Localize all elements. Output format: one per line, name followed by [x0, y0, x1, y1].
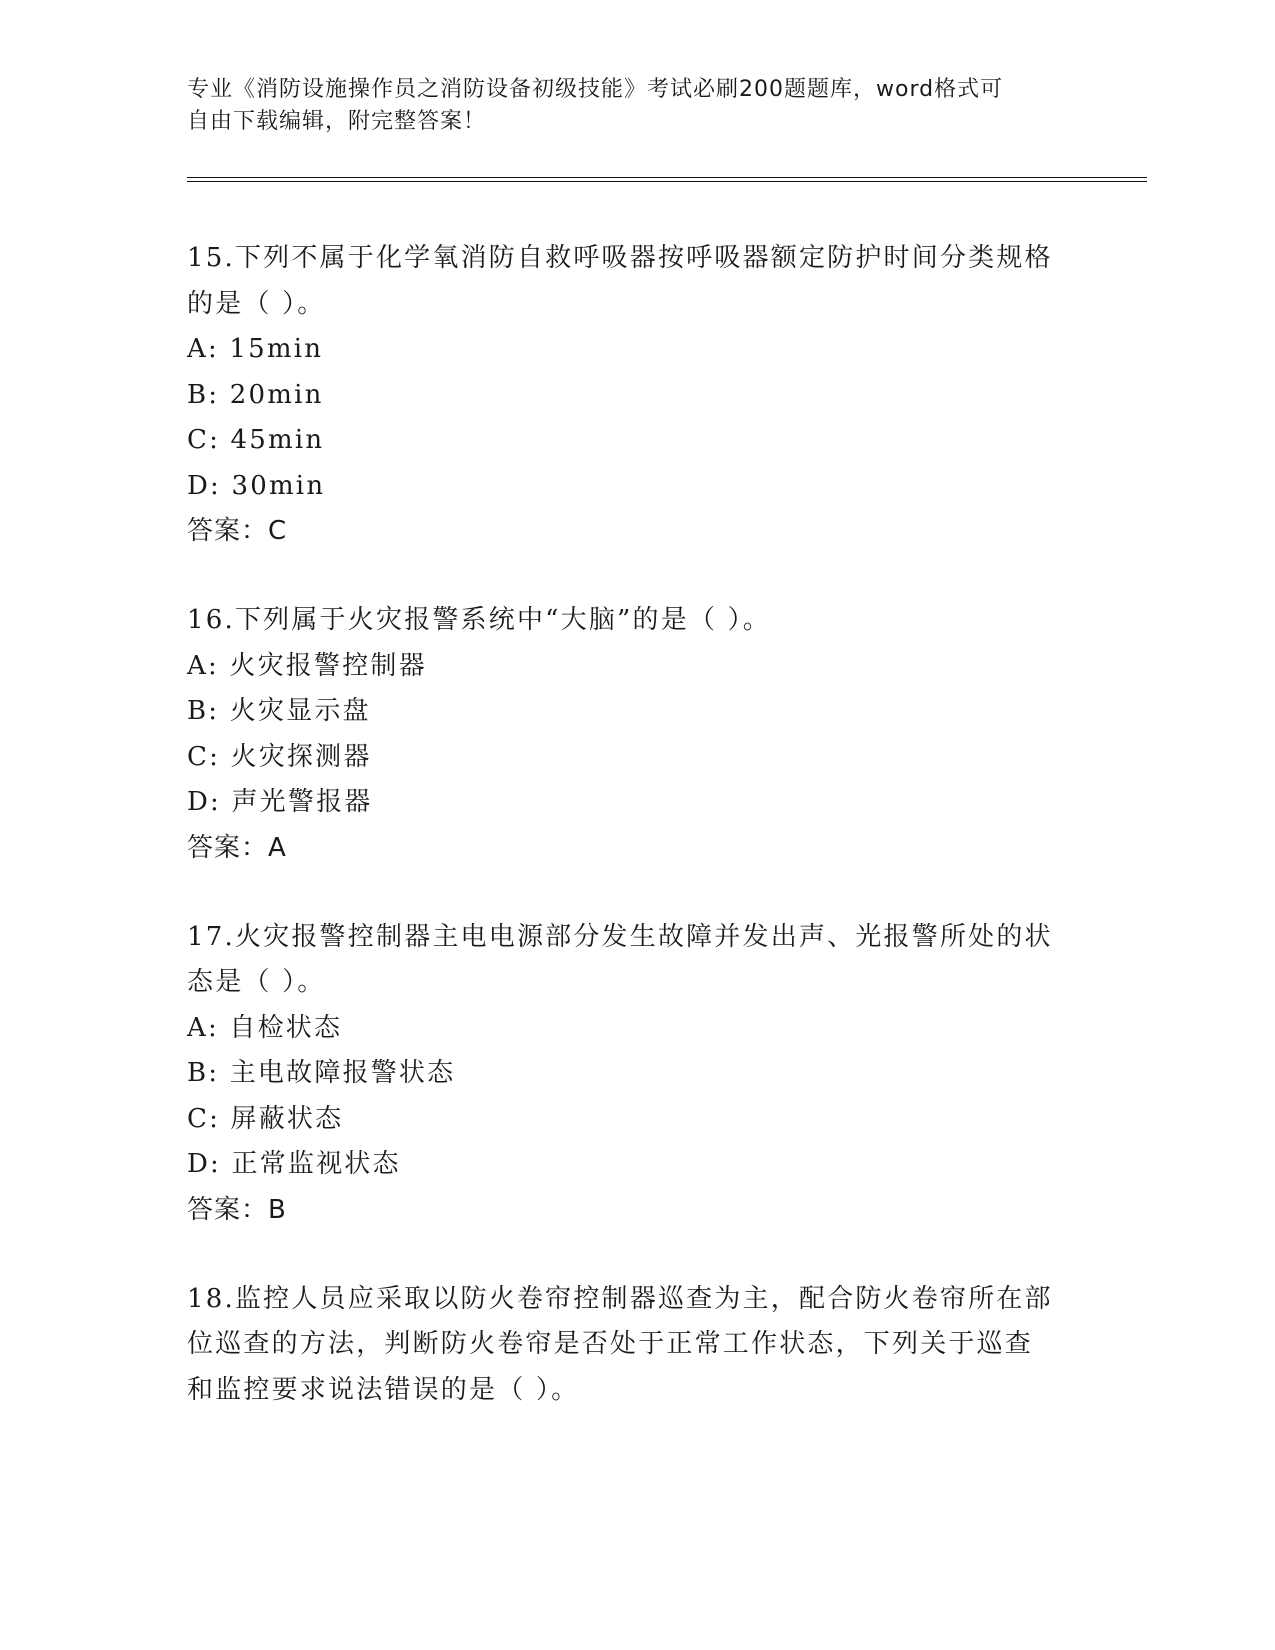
question-17 — [187, 915, 1087, 1233]
question-stem-line: 18.监控人员应采取以防火卷帘控制器巡查为主，配合防火卷帘所在部 — [187, 1283, 1053, 1314]
header-divider — [187, 177, 1147, 182]
question-stem-line: 15.下列不属于化学氧消防自救呼吸器按呼吸器额定防护时间分类规格 — [187, 243, 1053, 273]
option-d: D: 30min — [187, 470, 326, 501]
question-stem-line: 17.火灾报警控制器主电电源部分发生故障并发出声、光报警所处的状 — [187, 921, 1053, 952]
option-b: B: 火灾显示盘 — [187, 696, 371, 726]
option-b: B: 主电故障报警状态 — [187, 1058, 456, 1088]
question-18 — [187, 1277, 1087, 1414]
document-header — [187, 74, 1087, 138]
answer-line: 答案：B — [187, 1194, 287, 1225]
question-stem-line: 态是（ ）。 — [187, 967, 326, 997]
answer-line: 答案：A — [187, 832, 287, 863]
option-c: C: 屏蔽状态 — [187, 1103, 344, 1134]
option-c: C: 45min — [187, 425, 325, 455]
option-a: A: 火灾报警控制器 — [187, 650, 427, 681]
option-a: A: 15min — [187, 334, 324, 364]
option-d: D: 声光警报器 — [187, 787, 373, 817]
answer-line: 答案：C — [187, 516, 288, 546]
question-stem-line: 的是（ ）。 — [187, 288, 326, 319]
option-b: B: 20min — [187, 379, 324, 410]
question-stem-line: 和监控要求说法错误的是（ ）。 — [187, 1374, 580, 1405]
option-c: C: 火灾探测器 — [187, 741, 372, 772]
header-line-2: 自由下载编辑，附完整答案！ — [187, 109, 487, 134]
question-stem-line: 位巡查的方法，判断防火卷帘是否处于正常工作状态，下列关于巡查 — [187, 1329, 1034, 1359]
option-a: A: 自检状态 — [187, 1012, 343, 1043]
question-15 — [187, 236, 1087, 554]
header-line-1: 专业《消防设施操作员之消防设备初级技能》考试必刷200题题库，word格式可 — [187, 77, 1004, 102]
question-16 — [187, 598, 1087, 871]
question-stem-line: 16.下列属于火灾报警系统中“大脑”的是（ ）。 — [187, 605, 771, 635]
option-d: D: 正常监视状态 — [187, 1149, 401, 1179]
question-list — [187, 236, 1087, 1457]
